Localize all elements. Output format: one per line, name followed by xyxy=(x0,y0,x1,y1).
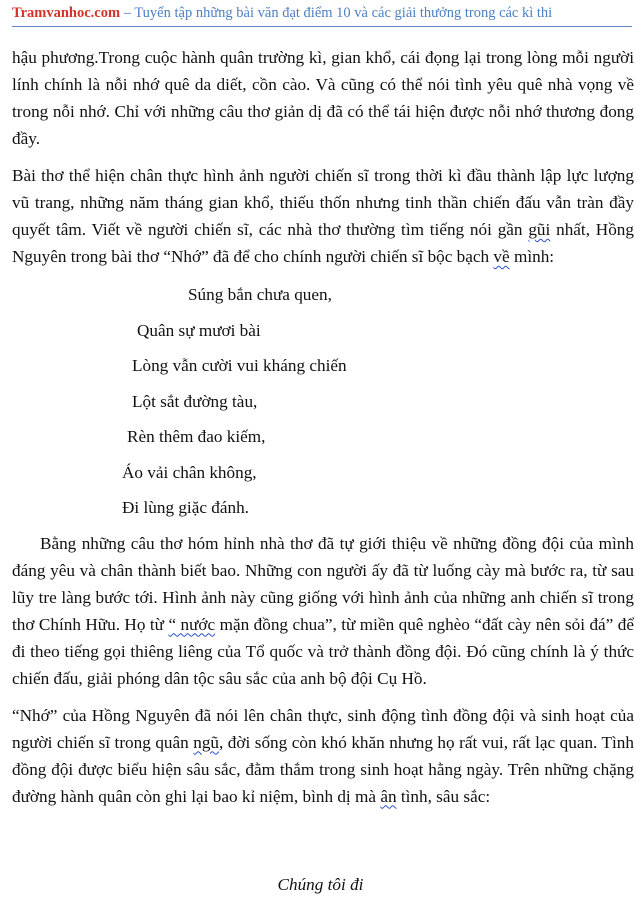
paragraph-2-text-a: Bài thơ thể hiện chân thực hình ảnh người chiến sĩ trong thời kì đầu thành lập lực lượng vũ trang, những năm tháng gian khổ, thiếu thốn nhưng tinh thần chiến đấu vẫn tràn đầy quyết tâm. Viết về người chiến sĩ, các nhà thơ thường tìm tiếng nói gần xyxy=(12,166,634,239)
paragraph-4-text-b: , đời sống còn khó khăn nhưng họ rất vui, rất lạc quan. Tình đồng đội được biểu hiện sâu sắc, đằm thắm trong sinh hoạt hằng ngày. Trên những chặng đường hành quân còn ghi lại bao kỉ niệm, bình dị mà xyxy=(12,732,634,806)
spellcheck-word: “ nước xyxy=(168,614,216,634)
spellcheck-word: ân xyxy=(380,786,397,806)
poem-line-6: Áo vải chân không, xyxy=(122,462,257,482)
spellcheck-word: gũi xyxy=(528,220,551,239)
paragraph-3-text-b: mặn đồng chua”, từ miền quê nghèo “đất cày nên sỏi đá” để đi theo tiếng gọi thiêng liêng của Tổ quốc và trở thành đồng đội. Đó cũng chính là ý thức chiến đấu, giải phóng dân tộc sâu sắc của anh bộ đội Cụ Hồ. xyxy=(12,614,634,688)
paragraph-4 xyxy=(12,702,634,810)
site-name[interactable]: Tramvanhoc.com xyxy=(12,5,121,21)
page-header xyxy=(12,5,632,27)
header-separator: – xyxy=(120,5,135,21)
poem-line-3: Lòng vẫn cười vui kháng chiến xyxy=(132,356,347,375)
poem-line-5: Rèn thêm đao kiếm, xyxy=(127,427,266,446)
paragraph-4-text-a: “Nhớ” của Hồng Nguyên đã nói lên chân thực, sinh động tình đồng đội và sinh hoạt của người chiến sĩ trong quân xyxy=(12,705,634,752)
paragraph-1: hậu phương.Trong cuộc hành quân trường kì, gian khổ, cái đọng lại trong lòng mỗi người lính chính là nỗi nhớ quê da diết, cồn cào. Và cũng có thể nói tình yêu quê nhà vọng về trong nỗi nhớ. Chỉ với những câu thơ giản dị đã có thể tái hiện được nỗi nhớ thương đong đầy. xyxy=(12,48,634,148)
paragraph-4-text-c: tình, sâu sắc: xyxy=(396,786,491,806)
paragraph-2-text-c: mình: xyxy=(509,247,555,266)
document-body xyxy=(12,44,634,810)
poem-line-7: Đi lùng giặc đánh. xyxy=(122,498,249,517)
poem-line-2: Quân sự mươi bài xyxy=(137,320,261,340)
poem-block xyxy=(12,277,634,526)
paragraph-3-text-a: Bằng những câu thơ hóm hỉnh nhà thơ đã tự giới thiệu về những đồng đội của mình đáng yêu và chân thành biết bao. Những con người ấy đã từ luống cày mà bước ra, từ sau lũy tre làng bước tới. Hình ảnh này cũng giống với hình ảnh của những anh chiến sĩ trong thơ Chính Hữu. Họ từ xyxy=(12,533,634,634)
paragraph-2-text-b: nhất, Hồng Nguyên trong bài thơ “Nhớ” đã để cho chính người chiến sĩ bộc bạch xyxy=(12,220,634,266)
spellcheck-word: ngũ xyxy=(193,732,220,752)
poem-line-4: Lột sắt đường tàu, xyxy=(132,391,258,411)
poem-line-final: Chúng tôi đi xyxy=(277,875,364,894)
paragraph-3 xyxy=(12,530,634,692)
paragraph-2 xyxy=(12,162,634,270)
spellcheck-word: về xyxy=(493,247,510,266)
header-tagline: Tuyển tập những bài văn đạt điểm 10 và các giải thưởng trong các kì thi xyxy=(134,5,553,21)
poem-line-1: Súng bắn chưa quen, xyxy=(188,285,332,304)
